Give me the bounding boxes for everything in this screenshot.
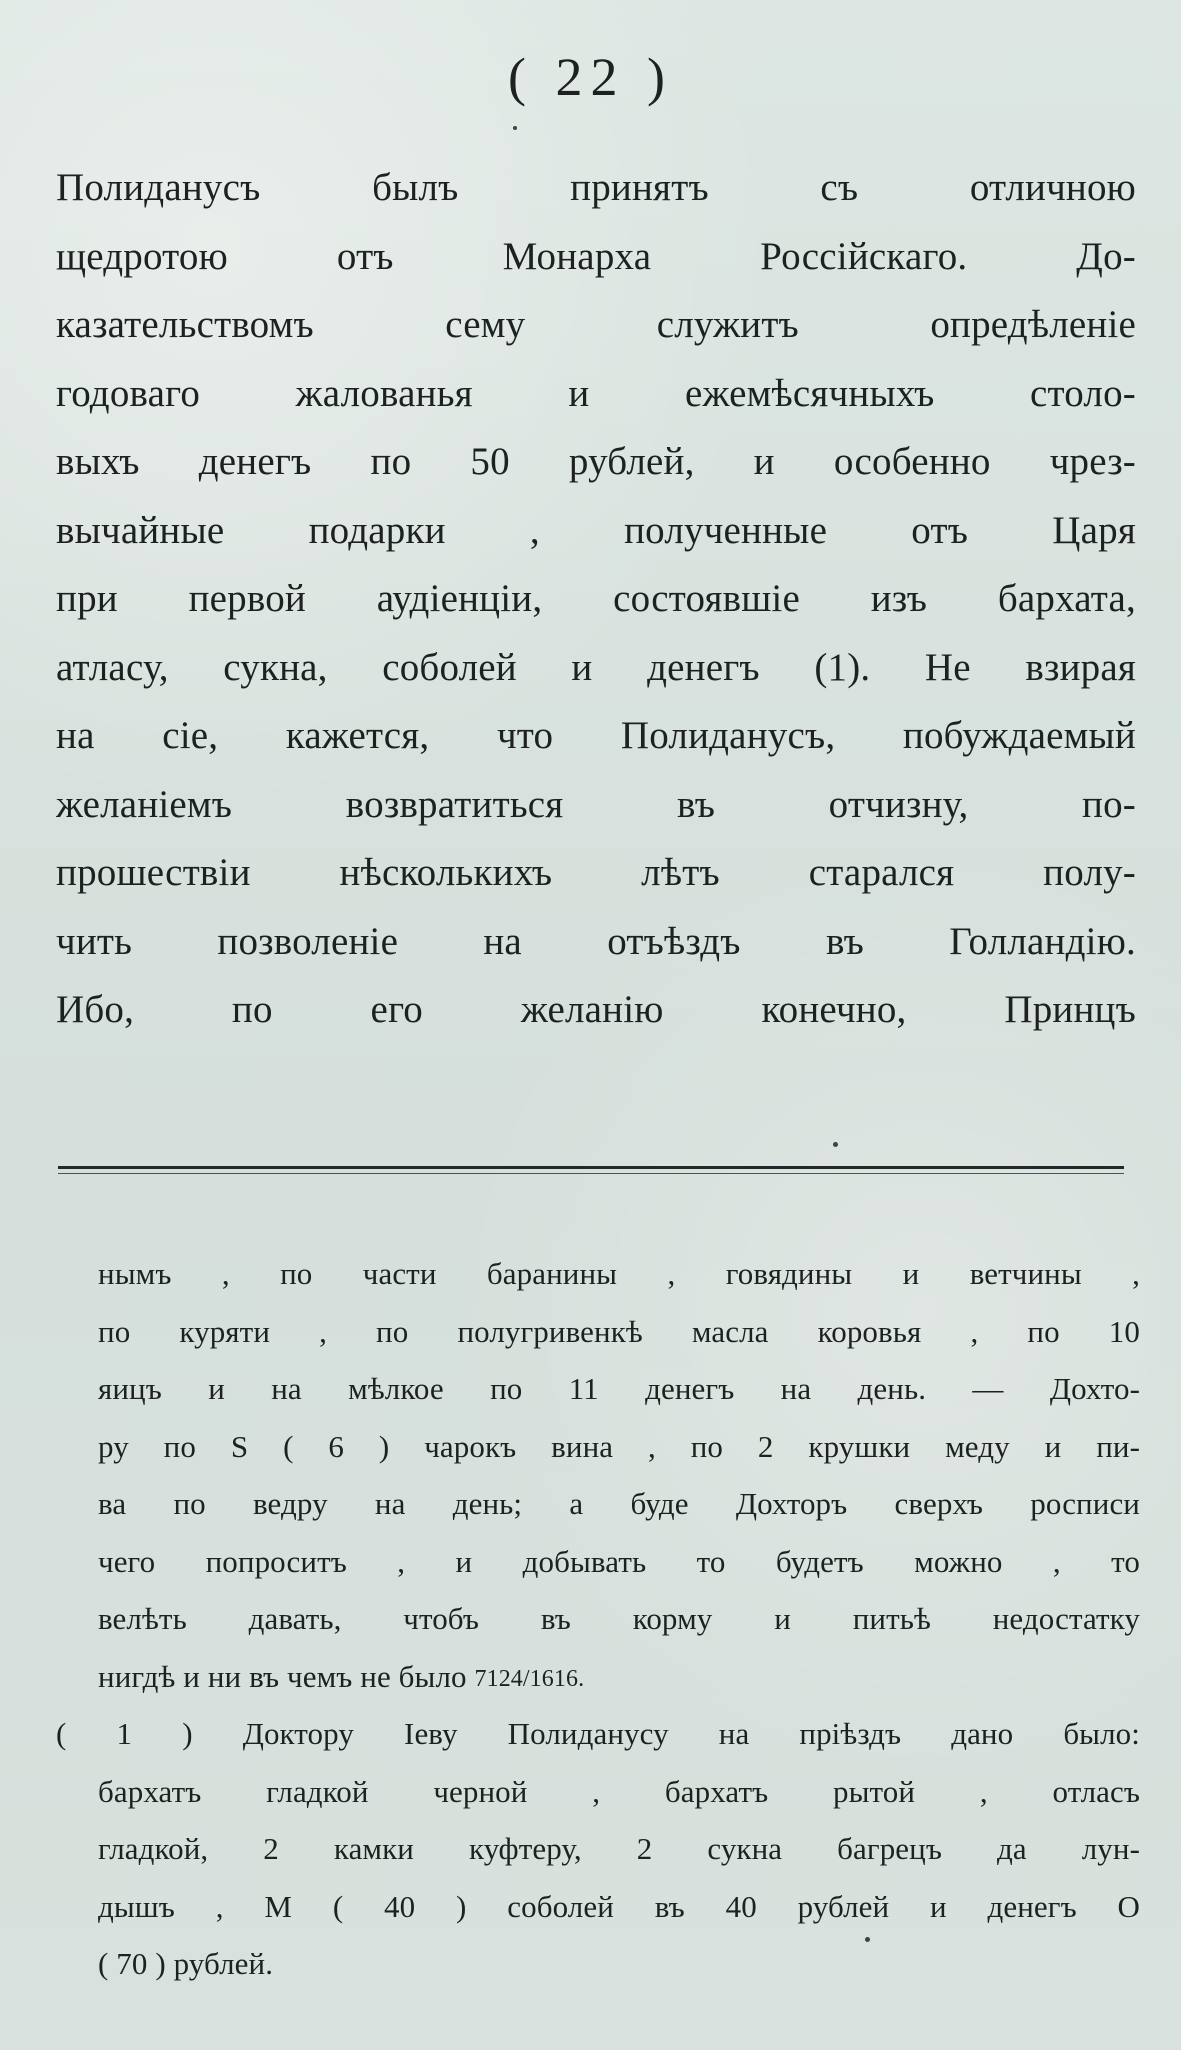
main-text-line: годоваго жалованья и ежемѣсячныхъ столо- bbox=[56, 371, 1136, 415]
footnote-line: яицъ и на мѣлкое по 11 денегъ на день. — Дохто- bbox=[98, 1371, 1140, 1406]
page-number: ( 22 ) bbox=[508, 47, 673, 107]
footnote-note-line: дышъ , M ( 40 ) соболей въ 40 рублей и денегъ O bbox=[98, 1888, 1140, 1924]
paper-speck bbox=[513, 126, 517, 130]
footnote-line: чего попроситъ , и добывать то будетъ можно , то bbox=[98, 1543, 1140, 1579]
main-text-line: Полиданусъ былъ принятъ съ отличною bbox=[56, 166, 1136, 209]
main-text-line: атласу, сукна, соболей и денегъ (1). Не взирая bbox=[56, 645, 1136, 689]
main-text-line: чить позволеніе на отъѣздъ въ Голландію. bbox=[56, 919, 1136, 963]
footnote-divider-thin bbox=[58, 1173, 1124, 1174]
paper-speck bbox=[833, 1142, 838, 1147]
date-fraction: 7124/1616. bbox=[474, 1666, 585, 1693]
footnote-line: нымъ , по части баранины , говядины и ветчины , bbox=[98, 1256, 1140, 1291]
footnotes bbox=[56, 1245, 1140, 1993]
footnote-line-with-date bbox=[56, 1648, 1140, 1706]
main-text-line: Ибо, по его желанію конечно, Принцъ bbox=[56, 988, 1136, 1031]
footnote-line: по куряти , по полугривенкѣ масла коровья , по 10 bbox=[98, 1313, 1140, 1349]
main-text-line: щедротою отъ Монарха Россійскаго. До- bbox=[56, 234, 1136, 278]
footnote-note-line: бархатъ гладкой черной , бархатъ рытой , отласъ bbox=[98, 1773, 1140, 1809]
main-text-line: на сіе, кажется, что Полиданусъ, побуждаемый bbox=[56, 714, 1136, 757]
main-text-line: желаніемъ возвратиться въ отчизну, по- bbox=[56, 782, 1136, 826]
footnote-line: велѣть давать, чтобъ въ корму и питьѣ недостатку bbox=[98, 1601, 1140, 1636]
footnote-note-line: ( 70 ) рублей. bbox=[98, 1946, 274, 1981]
main-text-line: казательствомъ сему служитъ опредѣленіе bbox=[56, 303, 1136, 346]
footnote-line: ру по S ( 6 ) чарокъ вина , по 2 крушки меду и пи- bbox=[98, 1428, 1140, 1464]
footnote-line-text: нигдѣ и ни въ чемъ не было bbox=[98, 1658, 467, 1694]
footnote-line: ва по ведру на день; а буде Дохторъ сверхъ росписи bbox=[98, 1486, 1140, 1521]
main-text-line: прошествіи нѣсколькихъ лѣтъ старался полу- bbox=[56, 851, 1136, 894]
paper-speck bbox=[865, 1937, 870, 1942]
footnote-divider bbox=[58, 1166, 1124, 1178]
footnote-divider-thick bbox=[58, 1166, 1124, 1169]
footnote-note-line: ( 1 ) Доктору Іеву Полиданусу на пріѣздъ дано было: bbox=[56, 1716, 1140, 1751]
main-text-line: выхъ денегъ по 50 рублей, и особенно чрез- bbox=[56, 440, 1136, 483]
main-text-line: вычайные подарки , полученные отъ Царя bbox=[56, 508, 1136, 552]
footnote-note-line: гладкой, 2 камки куфтеру, 2 сукна багрецъ да лун- bbox=[98, 1831, 1140, 1866]
main-text bbox=[56, 154, 1136, 1045]
main-text-line: при первой аудіенціи, состоявшіе изъ бархата, bbox=[56, 577, 1136, 620]
